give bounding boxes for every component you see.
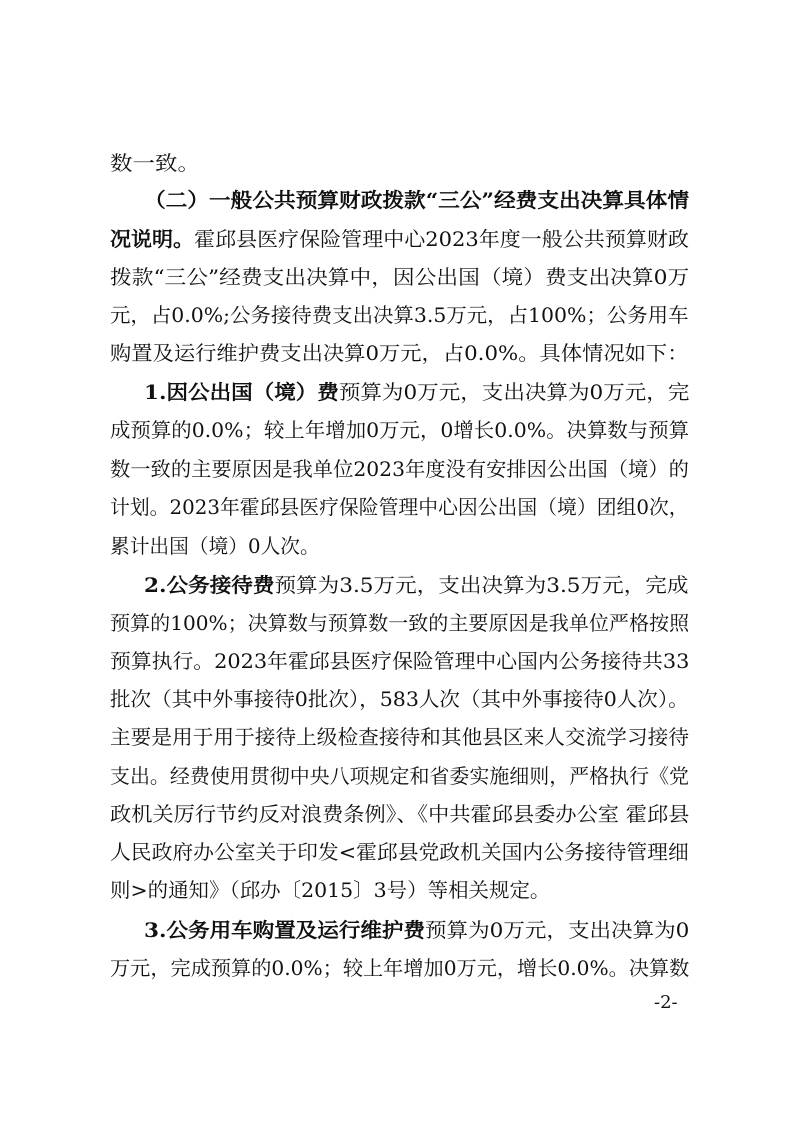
text-line-2 bbox=[144, 187, 689, 213]
line-text: 预算为3.5万元，支出决算为3.5万元，完成 bbox=[274, 573, 689, 597]
text-line-12 bbox=[144, 572, 688, 598]
text-line-22 bbox=[110, 955, 689, 981]
line-text: 累计出国（境）0人次。 bbox=[110, 534, 320, 558]
line-text: 霍邱县医疗保险管理中心2023年度一般公共预算财政 bbox=[194, 227, 689, 251]
line-text: 购置及运行维护费支出决算0万元，占0.0%。具体情况如下： bbox=[110, 341, 689, 365]
text-line-1 bbox=[110, 150, 200, 176]
text-line-6 bbox=[110, 340, 689, 366]
line-text: 主要是用于用于接待上级检查接待和其他县区来人交流学习接待 bbox=[110, 725, 689, 749]
text-line-4 bbox=[110, 264, 689, 290]
text-line-16 bbox=[110, 724, 689, 750]
text-line-10 bbox=[110, 494, 689, 520]
line-text: 数一致的主要原因是我单位2023年度没有安排因公出国（境）的 bbox=[110, 457, 689, 481]
line-text: 成预算的0.0%；较上年增加0万元，0增长0.0%。决算数与预算 bbox=[110, 418, 690, 442]
bold-lead-text: 3.公务用车购置及运行维护费 bbox=[144, 918, 425, 942]
bold-lead-text: 况说明。 bbox=[110, 227, 195, 251]
text-line-3 bbox=[110, 226, 689, 252]
text-line-7 bbox=[144, 379, 689, 405]
page-number: -2- bbox=[654, 992, 678, 1013]
line-text: 预算为0万元，支出决算为0万元，完 bbox=[338, 380, 690, 404]
line-text: 预算为0万元，支出决算为0 bbox=[424, 918, 690, 942]
text-line-14 bbox=[110, 648, 689, 674]
line-text: 元，占0.0%;公务接待费支出决算3.5万元，占100%；公务用车 bbox=[110, 303, 689, 327]
line-text: 则>的通知》（邱办〔2015〕3号）等相关规定。 bbox=[110, 878, 551, 902]
text-line-8 bbox=[110, 417, 689, 443]
text-line-20 bbox=[110, 877, 550, 903]
line-text: 批次（其中外事接待0批次），583人次（其中外事接待0人次）。 bbox=[110, 687, 689, 711]
bold-lead-text: 2.公务接待费 bbox=[144, 573, 275, 597]
text-line-15 bbox=[110, 686, 689, 712]
text-line-21 bbox=[144, 917, 689, 943]
text-line-13 bbox=[110, 610, 689, 636]
line-text: 计划。2023年霍邱县医疗保险管理中心因公出国（境）团组0次， bbox=[110, 495, 689, 519]
text-line-11 bbox=[110, 533, 320, 559]
text-line-5 bbox=[110, 302, 689, 328]
text-line-9 bbox=[110, 456, 689, 482]
line-text: 人民政府办公室关于印发<霍邱县党政机关国内公务接待管理细 bbox=[110, 840, 689, 864]
section-heading-text: （二）一般公共预算财政拨款“三公”经费支出决算具体情 bbox=[144, 188, 690, 212]
text-line-17 bbox=[110, 763, 689, 789]
line-text: 拨款“三公”经费支出决算中，因公出国（境）费支出决算0万 bbox=[110, 265, 690, 289]
text-line-18 bbox=[110, 801, 689, 827]
line-text: 政机关厉行节约反对浪费条例》、《中共霍邱县委办公室 霍邱县 bbox=[110, 802, 690, 826]
line-text: 预算的100%；决算数与预算数一致的主要原因是我单位严格按照 bbox=[110, 611, 690, 635]
line-text: 万元，完成预算的0.0%；较上年增加0万元，增长0.0%。决算数 bbox=[110, 956, 690, 980]
bold-lead-text: 1.因公出国（境）费 bbox=[144, 380, 339, 404]
line-text: 预算执行。2023年霍邱县医疗保险管理中心国内公务接待共33 bbox=[110, 649, 690, 673]
line-text: 支出。经费使用贯彻中央八项规定和省委实施细则，严格执行《党 bbox=[110, 764, 689, 788]
text-line-19 bbox=[110, 839, 689, 865]
line-text: 数一致。 bbox=[110, 151, 200, 175]
